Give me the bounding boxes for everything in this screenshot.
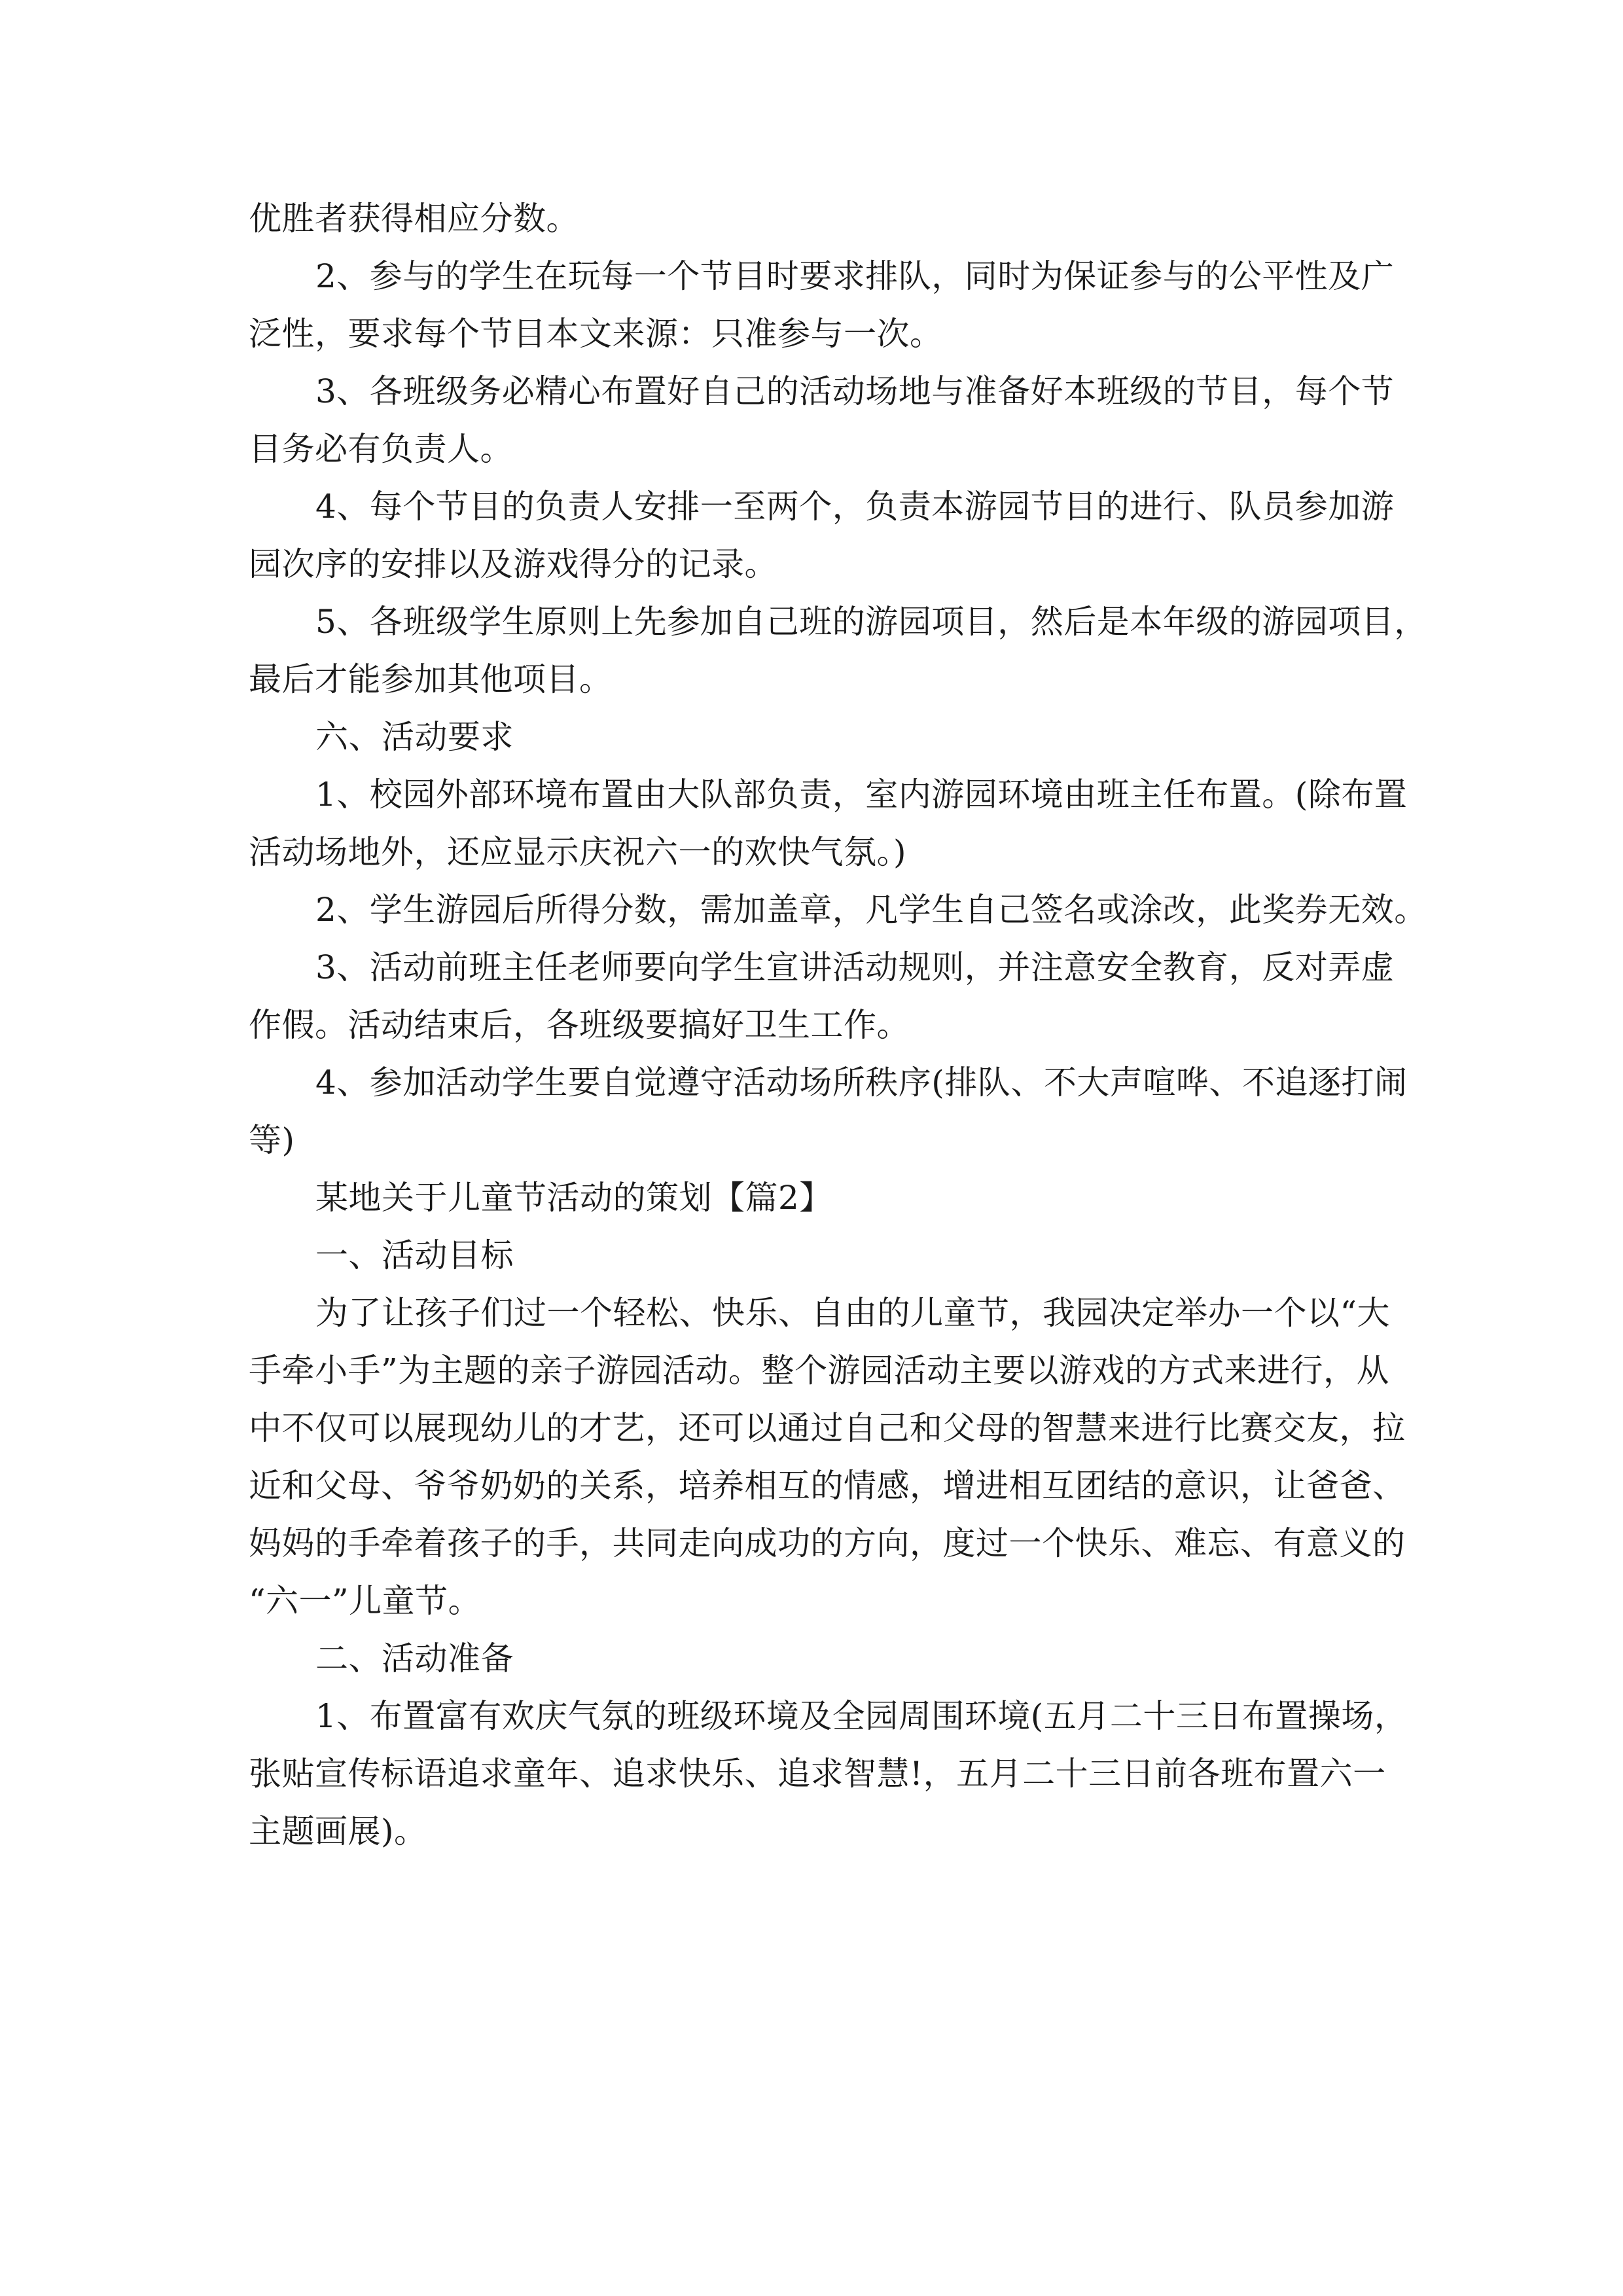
paragraph — [249, 593, 1427, 708]
text-line: 4、参加活动学生要自觉遵守活动场所秩序(排队、不大声喧哗、不追逐打闹 — [315, 1064, 1408, 1102]
text-line: 最后才能参加其他项目。 — [249, 660, 613, 698]
text-line: 5、各班级学生原则上先参加自己班的游园项目，然后是本年级的游园项目， — [315, 603, 1427, 641]
text-line: 一、活动目标 — [315, 1236, 514, 1274]
text-line: 某地关于儿童节活动的策划【篇2】 — [315, 1179, 832, 1217]
text-line: 等) — [249, 1121, 295, 1159]
text-line: 二、活动准备 — [315, 1640, 514, 1677]
document-body — [249, 190, 1427, 1860]
paragraph — [249, 1284, 1406, 1630]
paragraph — [249, 708, 1400, 766]
text-line: 妈妈的手牵着孩子的手，共同走向成功的方向，度过一个快乐、难忘、有意义的 — [249, 1524, 1406, 1562]
paragraph — [249, 363, 1400, 478]
text-line: 主题画展)。 — [249, 1812, 427, 1850]
text-line: “六一”儿童节。 — [249, 1582, 482, 1620]
text-line: 近和父母、爷爷奶奶的关系，培养相互的情感，增进相互团结的意识，让爸爸、 — [249, 1467, 1406, 1505]
text-line: 目务必有负责人。 — [249, 430, 513, 468]
paragraph — [249, 1169, 1400, 1227]
text-line: 1、校园外部环境布置由大队部负责，室内游园环境由班主任布置。(除布置 — [315, 776, 1408, 814]
text-line: 4、每个节目的负责人安排一至两个，负责本游园节目的进行、队员参加游 — [315, 488, 1395, 526]
text-line: 为了让孩子们过一个轻松、快乐、自由的儿童节，我园决定举办一个以“大 — [315, 1294, 1391, 1332]
paragraph — [249, 247, 1400, 363]
text-line: 3、各班级务必精心布置好自己的活动场地与准备好本班级的节目，每个节 — [315, 372, 1395, 410]
text-line: 中不仅可以展现幼儿的才艺，还可以通过自己和父母的智慧来进行比赛交友，拉 — [249, 1409, 1406, 1447]
text-line: 3、活动前班主任老师要向学生宣讲活动规则，并注意安全教育，反对弄虚 — [315, 948, 1395, 986]
text-line: 作假。活动结束后，各班级要搞好卫生工作。 — [249, 1006, 910, 1044]
paragraph — [249, 1227, 1400, 1284]
paragraph — [249, 1687, 1408, 1860]
text-line: 张贴宣传标语追求童年、追求快乐、追求智慧!，五月二十三日前各班布置六一 — [249, 1755, 1386, 1793]
text-line: 2、参与的学生在玩每一个节目时要求排队，同时为保证参与的公平性及广 — [315, 257, 1395, 295]
paragraph — [249, 190, 1400, 247]
text-line: 六、活动要求 — [315, 718, 514, 756]
text-line: 活动场地外，还应显示庆祝六一的欢快气氛。) — [249, 833, 907, 871]
paragraph — [249, 1630, 1400, 1687]
text-line: 手牵小手”为主题的亲子游园活动。整个游园活动主要以游戏的方式来进行，从 — [249, 1352, 1390, 1390]
paragraph — [249, 766, 1408, 881]
text-line: 优胜者获得相应分数。 — [249, 200, 579, 238]
paragraph — [249, 478, 1400, 593]
text-line: 泛性，要求每个节目本文来源：只准参与一次。 — [249, 315, 943, 353]
text-line: 2、学生游园后所得分数，需加盖章，凡学生自己签名或涂改，此奖券无效。 — [315, 891, 1427, 929]
paragraph — [249, 1054, 1408, 1169]
text-line: 园次序的安排以及游戏得分的记录。 — [249, 545, 777, 583]
paragraph — [249, 881, 1427, 939]
text-line: 1、布置富有欢庆气氛的班级环境及全园周围环境(五月二十三日布置操场， — [315, 1697, 1408, 1735]
paragraph — [249, 939, 1400, 1054]
